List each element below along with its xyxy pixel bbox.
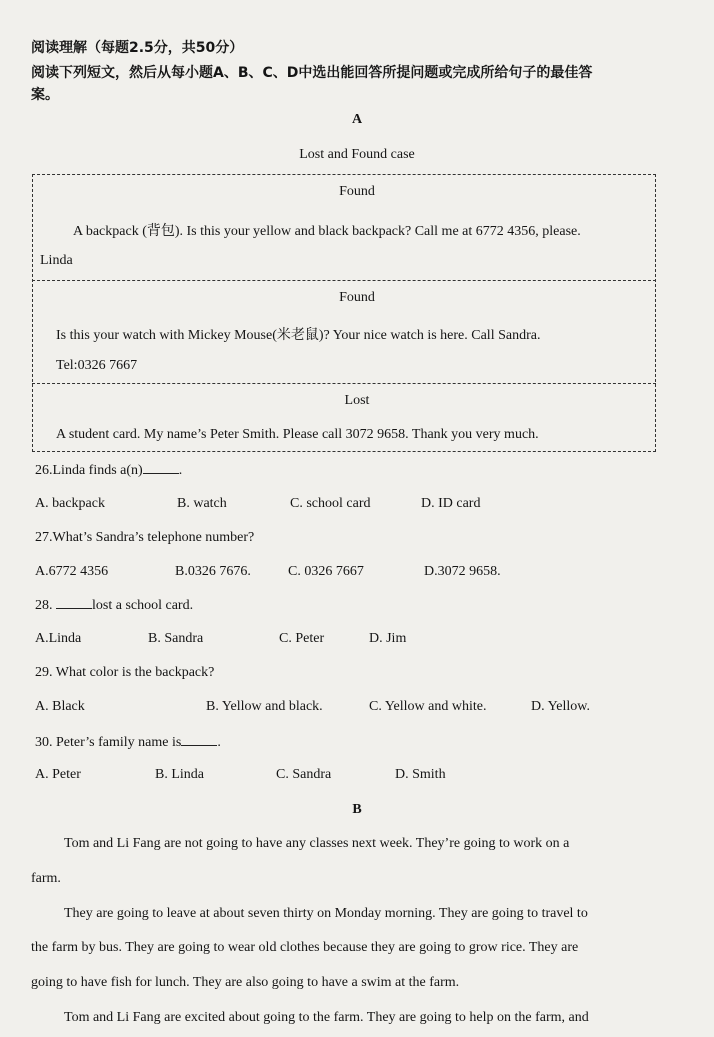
passage-b-label: B [352,802,362,817]
option-b: B.0326 7676. [175,564,251,579]
question-stem-end: . [178,463,183,478]
question-27: 27.What’s Sandra’s telephone number? [35,530,255,545]
option-b: B. watch [177,496,227,511]
question-stem: 30. Peter’s family name is [35,735,182,750]
option-d: D. Yellow. [531,699,590,714]
question-30 [35,734,221,751]
paragraph-line: Tom and Li Fang are excited about going to the farm. They are going to help on the farm, and [64,1010,589,1025]
notice-heading: Found [339,184,375,199]
question-stem: 28. [35,598,53,613]
paragraph-line: going to have fish for lunch. They are also going to have a swim at the farm. [31,975,460,990]
option-c: C. Yellow and white. [369,699,487,714]
option-c: C. Peter [279,631,325,646]
answer-blank [181,734,217,746]
answer-blank [56,597,92,609]
passage-a-label: A [351,112,363,127]
notice-heading: Found [339,290,375,305]
paragraph-line: the farm by bus. They are going to wear old clothes because they are going to grow rice. They are [31,940,579,955]
option-d: D.3072 9658. [424,564,501,579]
option-b: B. Sandra [148,631,204,646]
option-a: A. backpack [35,496,105,511]
option-a: A. Peter [35,767,81,782]
section-instruction: 阅读下列短文，然后从每小题A、B、C、D中选出能回答所提问题或完成所给句子的最佳答 [31,65,593,81]
question-stem: 26.Linda finds a(n) [35,463,143,478]
answer-blank [143,462,179,474]
question-29: 29. What color is the backpack? [35,665,215,680]
notice-text: Is this your watch with Mickey Mouse(米老鼠)? Your nice watch is here. Call Sandra. [56,328,541,343]
question-26 [35,462,182,479]
option-c: C. Sandra [276,767,332,782]
option-b: B. Linda [155,767,204,782]
section-title: 阅读理解（每题2.5分，共50分） [31,40,244,56]
question-28 [35,597,193,614]
option-a: A.6772 4356 [35,564,109,579]
passage-a-title: Lost and Found case [299,147,415,162]
option-a: A.Linda [35,631,82,646]
question-stem-end: . [217,735,221,750]
notice-heading: Lost [344,393,370,408]
option-b: B. Yellow and black. [206,699,323,714]
option-c: C. school card [290,496,371,511]
question-stem-end: lost a school card. [92,598,194,613]
notice-text: A student card. My name’s Peter Smith. Please call 3072 9658. Thank you very much. [56,427,539,442]
notice-signature: Tel:0326 7667 [56,358,138,373]
notice-board [32,174,656,452]
notice-signature: Linda [40,253,73,268]
option-a: A. Black [35,699,85,714]
option-d: D. ID card [421,496,481,511]
option-d: D. Jim [369,631,407,646]
notice-divider [32,280,656,281]
paragraph-line: farm. [31,871,61,886]
paragraph-line: They are going to leave at about seven thirty on Monday morning. They are going to travel to [64,906,588,921]
option-c: C. 0326 7667 [288,564,364,579]
notice-divider [32,383,656,384]
option-d: D. Smith [395,767,446,782]
paragraph-line: Tom and Li Fang are not going to have any classes next week. They’re going to work on a [64,836,570,851]
notice-text: A backpack (背包). Is this your yellow and black backpack? Call me at 6772 4356, please. [73,224,581,239]
section-instruction-cont: 案。 [31,87,59,103]
